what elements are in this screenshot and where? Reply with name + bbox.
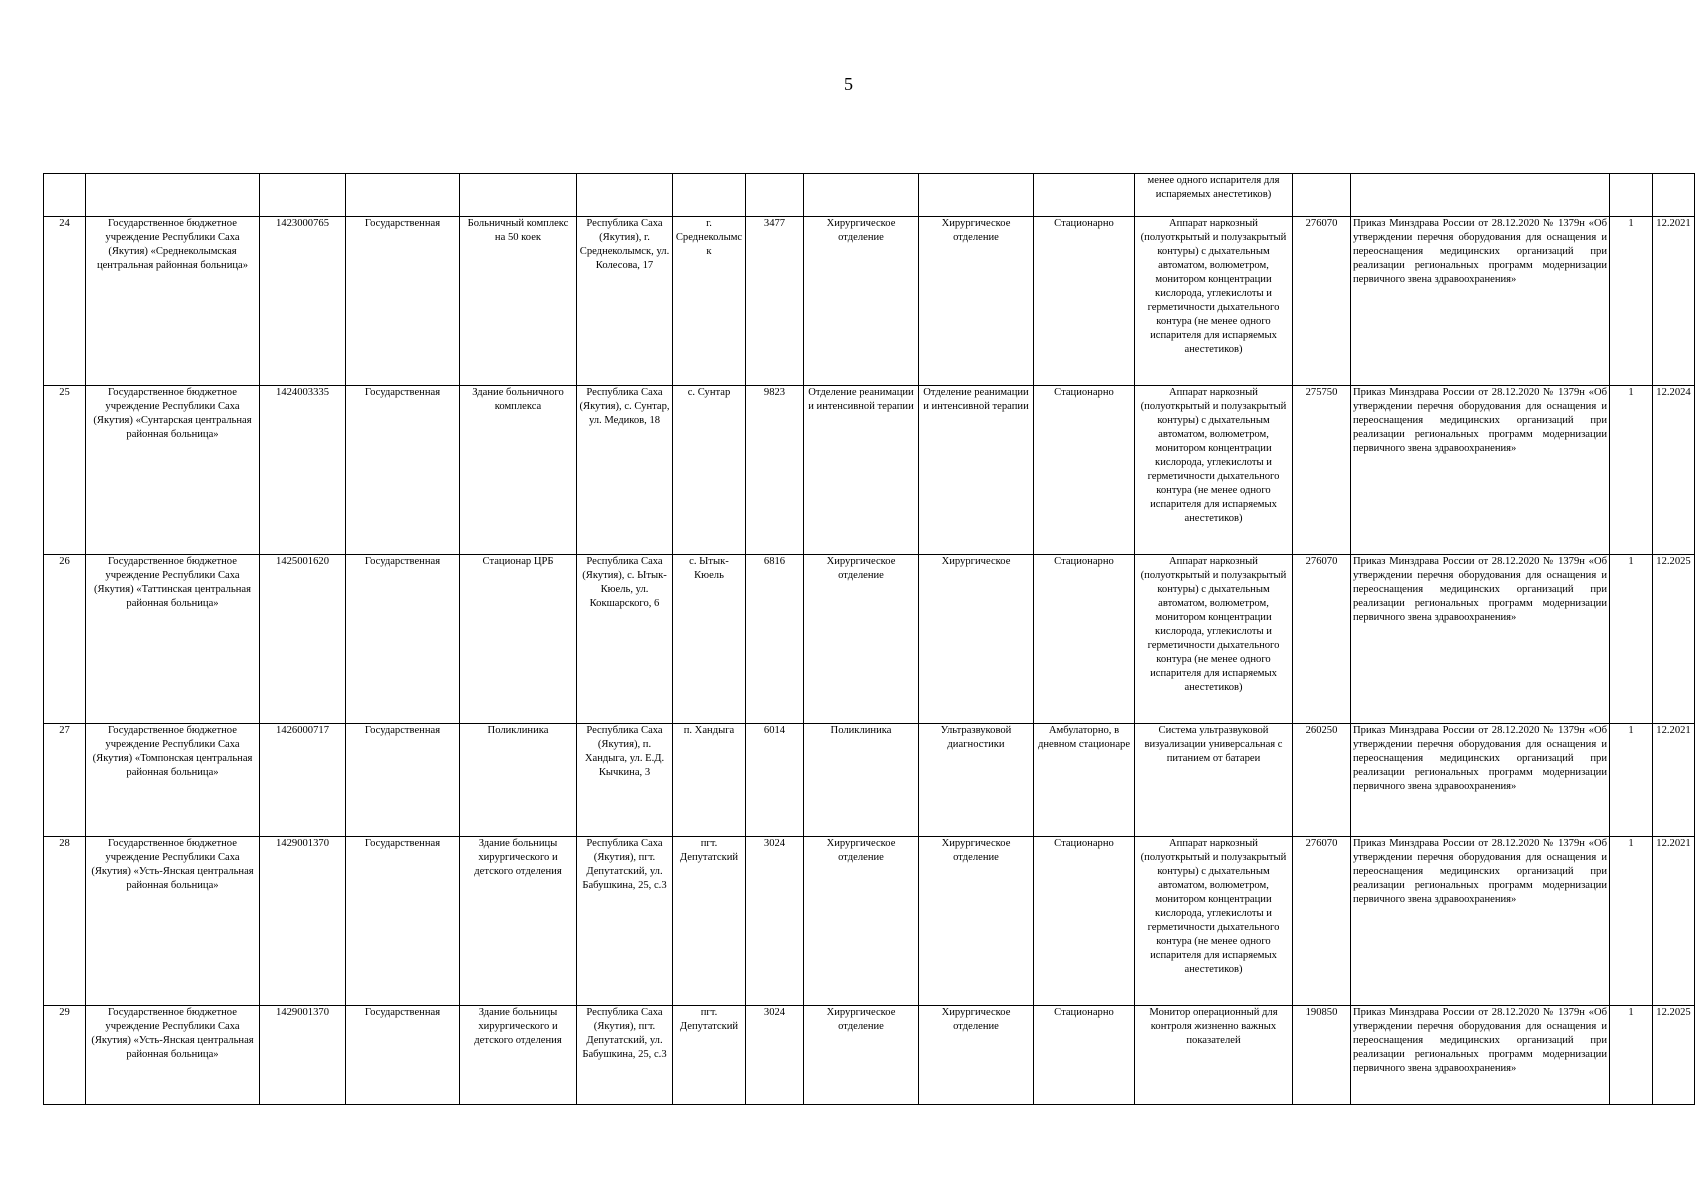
equipment-cell: Аппарат наркозный (полуоткрытый и полузакрытый контуры) с дыхательным автоматом, волюметром, монитором концентрации кислорода, углекислоты и герметичности дыхательного контура (не менее одного испарителя для испаряемых анестетиков) [1135, 555, 1293, 724]
care-form-cell: Стационарно [1034, 1006, 1135, 1105]
care-form-cell: Стационарно [1034, 386, 1135, 555]
code-cell: 1426000717 [260, 724, 346, 837]
address-cell: Республика Саха (Якутия), г. Среднеколымск, ул. Колесова, 17 [577, 217, 673, 386]
basis-cell: Приказ Минздрава России от 28.12.2020 № 1379н «Об утверждении перечня оборудования для оснащения и переоснащения медицинских организаций при реализации региональных программ модернизации первичного звена здравоохранения» [1351, 837, 1610, 1006]
settlement-cell: с. Ытык-Кюель [673, 555, 746, 724]
population-cell: 9823 [746, 386, 804, 555]
table-row [44, 1006, 1695, 1105]
quantity-cell: 1 [1610, 555, 1653, 724]
row-number-cell: 26 [44, 555, 86, 724]
code-cell: 1423000765 [260, 217, 346, 386]
settlement-cell: г. Среднеколымск [673, 217, 746, 386]
row-number-cell: 24 [44, 217, 86, 386]
quantity-cell: 1 [1610, 837, 1653, 1006]
ownership-cell: Государственная [346, 555, 460, 724]
row-number-cell: 29 [44, 1006, 86, 1105]
department-cell: Хирургическое отделение [804, 837, 919, 1006]
nomenclature-code-cell: 260250 [1293, 724, 1351, 837]
nomenclature-code-cell: 276070 [1293, 217, 1351, 386]
date-cell: 12.2025 [1653, 1006, 1695, 1105]
basis-cell: Приказ Минздрава России от 28.12.2020 № 1379н «Об утверждении перечня оборудования для оснащения и переоснащения медицинских организаций при реализации региональных программ модернизации первичного звена здравоохранения» [1351, 217, 1610, 386]
care-form-cell: Амбулаторно, в дневном стационаре [1034, 724, 1135, 837]
settlement-cell: пгт. Депутатский [673, 1006, 746, 1105]
organization-cell: Государственное бюджетное учреждение Республики Саха (Якутия) «Сунтарская центральная районная больница» [86, 386, 260, 555]
department-cell: Хирургическое отделение [804, 217, 919, 386]
basis-cell: Приказ Минздрава России от 28.12.2020 № 1379н «Об утверждении перечня оборудования для оснащения и переоснащения медицинских организаций при реализации региональных программ модернизации первичного звена здравоохранения» [1351, 724, 1610, 837]
quantity-cell: 1 [1610, 724, 1653, 837]
code-cell: 1429001370 [260, 837, 346, 1006]
profile-cell: Отделение реанимации и интенсивной терапии [919, 386, 1034, 555]
building-cell: Стационар ЦРБ [460, 555, 577, 724]
code-cell: 1425001620 [260, 555, 346, 724]
equipment-table [43, 173, 1695, 1105]
settlement-cell: с. Сунтар [673, 386, 746, 555]
equipment-cell: Система ультразвуковой визуализации универсальная с питанием от батареи [1135, 724, 1293, 837]
address-cell: Республика Саха (Якутия), с. Сунтар, ул. Медиков, 18 [577, 386, 673, 555]
equipment-cell: Монитор операционный для контроля жизненно важных показателей [1135, 1006, 1293, 1105]
department-cell: Поликлиника [804, 724, 919, 837]
building-cell: Здание больницы хирургического и детского отделения [460, 1006, 577, 1105]
quantity-cell: 1 [1610, 1006, 1653, 1105]
ownership-cell: Государственная [346, 724, 460, 837]
table-row-continuation [44, 174, 1695, 217]
profile-cell: Ультразвуковой диагностики [919, 724, 1034, 837]
department-cell: Хирургическое отделение [804, 555, 919, 724]
basis-cell: Приказ Минздрава России от 28.12.2020 № 1379н «Об утверждении перечня оборудования для оснащения и переоснащения медицинских организаций при реализации региональных программ модернизации первичного звена здравоохранения» [1351, 1006, 1610, 1105]
settlement-cell: п. Хандыга [673, 724, 746, 837]
ownership-cell: Государственная [346, 217, 460, 386]
nomenclature-code-cell: 190850 [1293, 1006, 1351, 1105]
table-row [44, 217, 1695, 386]
nomenclature-code-cell: 276070 [1293, 837, 1351, 1006]
ownership-cell: Государственная [346, 1006, 460, 1105]
page-number: 5 [844, 74, 853, 94]
profile-cell: Хирургическое [919, 555, 1034, 724]
population-cell: 3024 [746, 837, 804, 1006]
building-cell: Здание больницы хирургического и детского отделения [460, 837, 577, 1006]
date-cell: 12.2021 [1653, 837, 1695, 1006]
equipment-cell: Аппарат наркозный (полуоткрытый и полузакрытый контуры) с дыхательным автоматом, волюметром, монитором концентрации кислорода, углекислоты и герметичности дыхательного контура (не менее одного испарителя для испаряемых анестетиков) [1135, 217, 1293, 386]
equipment-cell: Аппарат наркозный (полуоткрытый и полузакрытый контуры) с дыхательным автоматом, волюметром, монитором концентрации кислорода, углекислоты и герметичности дыхательного контура (не менее одного испарителя для испаряемых анестетиков) [1135, 837, 1293, 1006]
code-cell: 1429001370 [260, 1006, 346, 1105]
profile-cell: Хирургическое отделение [919, 217, 1034, 386]
date-cell: 12.2024 [1653, 386, 1695, 555]
settlement-cell: пгт. Депутатский [673, 837, 746, 1006]
organization-cell: Государственное бюджетное учреждение Республики Саха (Якутия) «Усть-Янская центральная районная больница» [86, 837, 260, 1006]
population-cell: 6014 [746, 724, 804, 837]
address-cell: Республика Саха (Якутия), п. Хандыга, ул. Е.Д. Кычкина, 3 [577, 724, 673, 837]
table-row [44, 555, 1695, 724]
building-cell: Больничный комплекс на 50 коек [460, 217, 577, 386]
care-form-cell: Стационарно [1034, 837, 1135, 1006]
basis-cell: Приказ Минздрава России от 28.12.2020 № 1379н «Об утверждении перечня оборудования для оснащения и переоснащения медицинских организаций при реализации региональных программ модернизации первичного звена здравоохранения» [1351, 386, 1610, 555]
population-cell: 3477 [746, 217, 804, 386]
quantity-cell: 1 [1610, 217, 1653, 386]
address-cell: Республика Саха (Якутия), пгт. Депутатский, ул. Бабушкина, 25, с.3 [577, 837, 673, 1006]
address-cell: Республика Саха (Якутия), с. Ытык-Кюель, ул. Кокшарского, 6 [577, 555, 673, 724]
organization-cell: Государственное бюджетное учреждение Республики Саха (Якутия) «Среднеколымская центральная районная больница» [86, 217, 260, 386]
table-row [44, 386, 1695, 555]
profile-cell: Хирургическое отделение [919, 837, 1034, 1006]
date-cell: 12.2021 [1653, 724, 1695, 837]
organization-cell: Государственное бюджетное учреждение Республики Саха (Якутия) «Усть-Янская центральная районная больница» [86, 1006, 260, 1105]
nomenclature-code-cell: 275750 [1293, 386, 1351, 555]
table-row [44, 837, 1695, 1006]
profile-cell: Хирургическое отделение [919, 1006, 1034, 1105]
equipment-cell: Аппарат наркозный (полуоткрытый и полузакрытый контуры) с дыхательным автоматом, волюметром, монитором концентрации кислорода, углекислоты и герметичности дыхательного контура (не менее одного испарителя для испаряемых анестетиков) [1135, 386, 1293, 555]
ownership-cell: Государственная [346, 386, 460, 555]
quantity-cell: 1 [1610, 386, 1653, 555]
organization-cell: Государственное бюджетное учреждение Республики Саха (Якутия) «Томпонская центральная районная больница» [86, 724, 260, 837]
population-cell: 3024 [746, 1006, 804, 1105]
row-number-cell: 25 [44, 386, 86, 555]
table-row [44, 724, 1695, 837]
row-number-cell: 27 [44, 724, 86, 837]
care-form-cell: Стационарно [1034, 217, 1135, 386]
population-cell: 6816 [746, 555, 804, 724]
address-cell: Республика Саха (Якутия), пгт. Депутатский, ул. Бабушкина, 25, с.3 [577, 1006, 673, 1105]
equipment-cell: менее одного испарителя для испаряемых анестетиков) [1135, 174, 1293, 217]
department-cell: Отделение реанимации и интенсивной терапии [804, 386, 919, 555]
department-cell: Хирургическое отделение [804, 1006, 919, 1105]
row-number-cell: 28 [44, 837, 86, 1006]
date-cell: 12.2025 [1653, 555, 1695, 724]
building-cell: Здание больничного комплекса [460, 386, 577, 555]
basis-cell: Приказ Минздрава России от 28.12.2020 № 1379н «Об утверждении перечня оборудования для оснащения и переоснащения медицинских организаций при реализации региональных программ модернизации первичного звена здравоохранения» [1351, 555, 1610, 724]
date-cell: 12.2021 [1653, 217, 1695, 386]
care-form-cell: Стационарно [1034, 555, 1135, 724]
ownership-cell: Государственная [346, 837, 460, 1006]
building-cell: Поликлиника [460, 724, 577, 837]
nomenclature-code-cell: 276070 [1293, 555, 1351, 724]
organization-cell: Государственное бюджетное учреждение Республики Саха (Якутия) «Таттинская центральная районная больница» [86, 555, 260, 724]
code-cell: 1424003335 [260, 386, 346, 555]
